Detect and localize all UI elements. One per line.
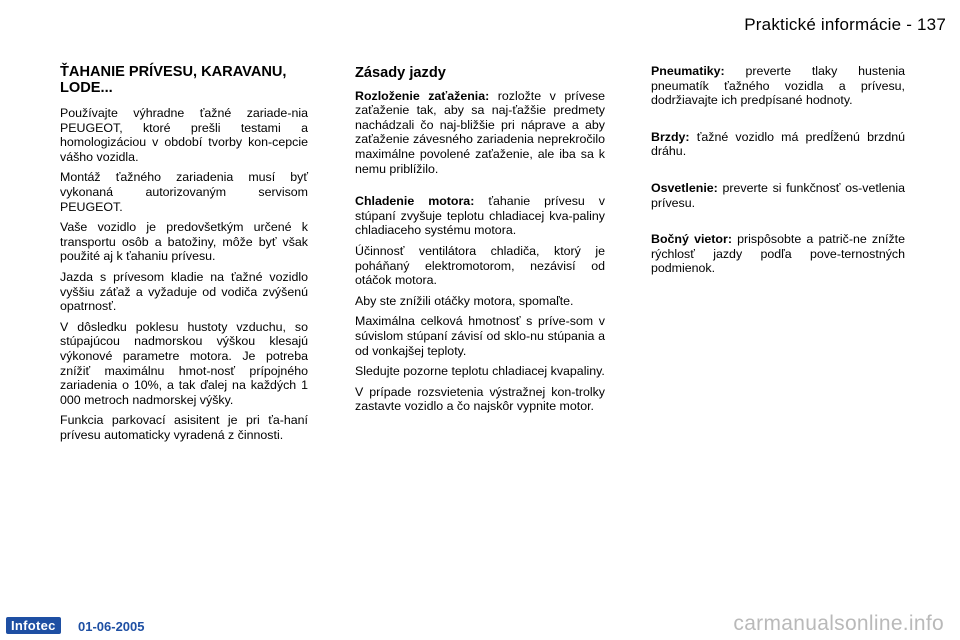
load-paragraph [355,89,605,177]
brakes-text: ťažné vozidlo má predĺženú brzdnú dráhu. [651,129,905,159]
paragraph: Vaše vozidlo je predovšetkým určené k transportu osôb a batožiny, môže byť však použité aj k ťahaniu prívesu. [60,220,308,264]
crosswind-item [651,232,905,276]
driving-rules-section [355,66,605,420]
paragraph: Maximálna celková hmotnosť s príve-som v súvislom stúpaní závisí od sklo-nu stúpania a od vonkajšej teploty. [355,314,605,358]
footer-date: 01-06-2005 [78,619,145,634]
tyres-text: preverte tlaky hustenia pneumatík ťažného vozidla a prívesu, dodržiavajte ich predpísané hodnoty. [651,64,905,108]
paragraph: Aby ste znížili otáčky motora, spomaľte. [355,293,574,308]
paragraph: Účinnosť ventilátora chladiča, ktorý je poháňaný elektromotorom, nezávisí od otáčok motora. [355,243,605,288]
tyres-label: Pneumatiky: [651,64,725,78]
cooling-label: Chladenie motora: [355,194,475,209]
brakes-label: Brzdy: [651,129,690,144]
paragraph: V prípade rozsvietenia výstražnej kon-trolky zastavte vozidlo a čo najskôr vypnite motor. [355,384,605,414]
driving-rules-heading: Zásady jazdy [355,65,446,81]
crosswind-text: prispôsobte a patrič-ne znížte rýchlosť jazdy podľa pove-ternostných podmienok. [651,232,905,276]
crosswind-label: Bočný vietor: [651,232,732,247]
towing-heading: ŤAHANIE PRÍVESU, KARAVANU, LODE... [60,64,287,96]
page-header: Praktické informácie - 137 [744,15,946,34]
paragraph: Sledujte pozorne teplotu chladiacej kvapaliny. [355,364,605,379]
paragraph: Funkcia parkovací asisitent je pri ťa-haní prívesu automaticky vyradená z činnosti. [60,413,308,442]
paragraph: Jazda s prívesom kladie na ťažné vozidlo vyššiu záťaž a vyžaduje od vodiča zvýšenú opatrnosť. [60,269,308,314]
cooling-text: ťahanie prívesu v stúpaní zvyšuje teplotu chladiacej kva-paliny chladiaceho systému motora. [355,194,605,238]
cooling-paragraph [355,194,605,238]
tyres-item [651,64,905,108]
paragraph: Montáž ťažného zariadenia musí byť vykonaná autorizovaným servisom PEUGEOT. [60,170,308,214]
towing-section [60,64,308,448]
lighting-text: preverte si funkčnosť os-vetlenia prívesu. [651,180,905,210]
paragraph: V dôsledku poklesu hustoty vzduchu, so stúpajúcou nadmorskou výškou klesajú výkonové parametre motora. Je potreba znížiť maximálnu hmot-nosť prípojného zariadenia o 10%, a tak ďalej na každých 1 000 metroch nadmorskej výšky. [60,319,308,407]
load-label: Rozloženie zaťaženia: [355,88,490,103]
lighting-label: Osvetlenie: [651,180,718,195]
checks-section [651,64,905,298]
infotec-logo: Infotec [6,617,61,634]
lighting-item [651,181,905,210]
watermark: carmanualsonline.info [733,612,944,635]
brakes-item [651,130,905,159]
paragraph: Používajte výhradne ťažné zariade-nia PEUGEOT, ktoré prešli testami a homologizáciou v období tvorby kon-cepcie vášho vozidla. [60,106,308,164]
load-text: rozložte v prívese zaťaženie tak, aby sa naj-ťažšie predmety nachádzali čo naj-bližšie pri náprave a aby zaťaženie závesného zariadenia neprekročilo maximálne povolené zaťaženie, ale iba sa k nemu priblížilo. [355,88,605,176]
